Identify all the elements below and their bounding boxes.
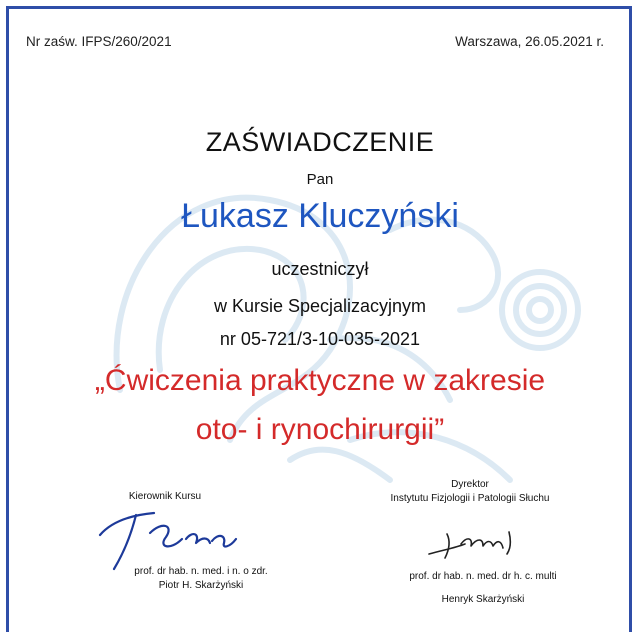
right-signature-institution: Instytutu Fizjologii i Patologii Słuchu xyxy=(390,493,550,504)
place-and-date: Warszawa, 26.05.2021 r. xyxy=(455,34,604,49)
recipient-name: Łukasz Kluczyński xyxy=(181,197,459,235)
salutation: Pan xyxy=(306,171,334,188)
participation-text: uczestniczył xyxy=(271,259,369,279)
course-type: w Kursie Specjalizacyjnym xyxy=(213,296,427,316)
right-handwritten-signature-icon xyxy=(425,524,525,564)
left-signatory-name: Piotr H. Skarżyński xyxy=(158,580,244,591)
left-signatory-degree: prof. dr hab. n. med. i n. o zdr. xyxy=(134,566,268,577)
left-signature-role: Kierownik Kursu xyxy=(128,491,202,502)
course-number: nr 05-721/3-10-035-2021 xyxy=(219,329,421,349)
right-signature-role: Dyrektor xyxy=(451,479,489,490)
right-signatory-degree: prof. dr hab. n. med. dr h. c. multi xyxy=(409,571,557,582)
registration-number: Nr zaśw. IFPS/260/2021 xyxy=(26,34,172,49)
right-signatory-name: Henryk Skarżyński xyxy=(441,594,525,605)
course-title-line2: oto- i rynochirurgii” xyxy=(195,413,445,446)
course-title-line1: „Ćwiczenia praktyczne w zakresie xyxy=(94,364,546,397)
right-signature-block xyxy=(355,478,585,506)
certificate-title: ZAŚWIADCZENIE xyxy=(205,127,435,157)
left-handwritten-signature-icon xyxy=(92,503,242,573)
